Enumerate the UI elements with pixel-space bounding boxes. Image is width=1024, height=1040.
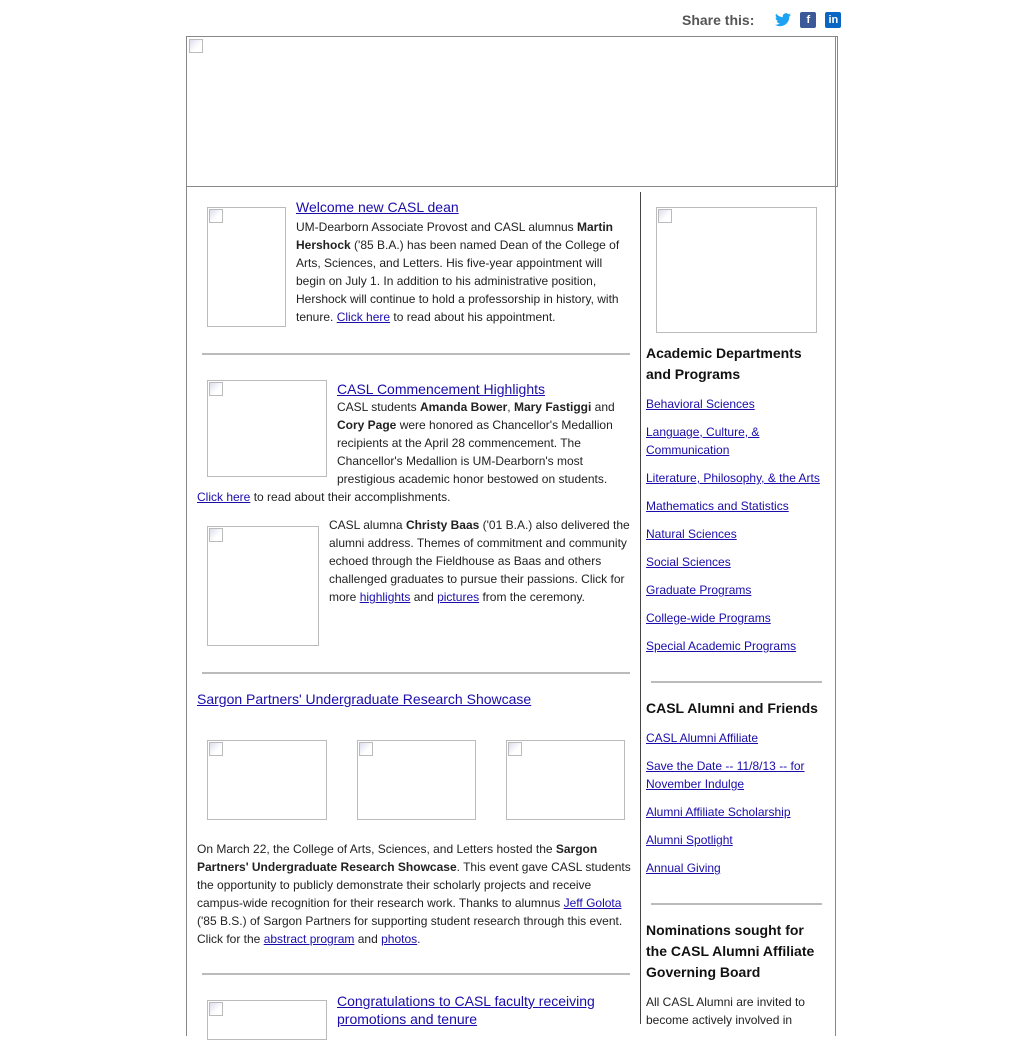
christy-baas-body (329, 516, 637, 606)
sargon-text-2: . This event gave CASL students the opportunity to publicly demonstrate their scholarly projects and receive campus-wide recognition for their research work. Thanks to alumnus (197, 860, 631, 910)
link-save-the-date[interactable]: Save the Date -- 11/8/13 -- for November Indulge (646, 759, 805, 791)
dean-text-2: ('85 B.A.) has been named Dean of the College of Arts, Sciences, and Letters. His five-year appointment will begin on July 1. In addition to his administrative position, Hershock will continue to hold a professorship in history, with tenure. (296, 238, 620, 324)
sargon-event-name: Sargon Partners' Undergraduate Research Showcase (197, 842, 598, 874)
baas-text-2: ('01 B.A.) also delivered the alumni address. Themes of commitment and community echoed through the Fieldhouse as Baas and others challenged graduates to pursue their passions. Click for more (329, 518, 630, 604)
pictures-link[interactable]: pictures (437, 590, 480, 604)
showcase-photo-3 (506, 740, 625, 820)
dean-article-title[interactable]: Welcome new CASL dean (296, 199, 459, 215)
dean-photo (207, 207, 286, 327)
link-casl-alumni-affiliate[interactable]: CASL Alumni Affiliate (646, 731, 759, 745)
link-social-sciences[interactable]: Social Sciences (646, 555, 731, 569)
promotions-photo (207, 1000, 327, 1040)
commencement-text-3: and (591, 400, 615, 414)
commencement-text-2: , (507, 400, 514, 414)
divider-1 (202, 353, 630, 355)
dean-click-here-link[interactable]: Click here (336, 310, 391, 324)
share-label: Share this: (682, 12, 755, 28)
sidebar-divider-1 (651, 681, 822, 683)
twitter-icon[interactable] (775, 12, 791, 28)
link-college-wide-programs[interactable]: College-wide Programs (646, 611, 771, 625)
highlights-link[interactable]: highlights (359, 590, 411, 604)
commencement-text-5: to read about their accomplishments. (250, 490, 451, 504)
christy-baas-photo (207, 526, 319, 646)
promotions-article-title[interactable]: Congratulations to CASL faculty receiving promotions and tenure (337, 993, 595, 1027)
dean-article-body (296, 218, 632, 326)
share-bar (682, 10, 841, 30)
showcase-photo-2 (357, 740, 476, 820)
link-natural-sciences[interactable]: Natural Sciences (646, 527, 737, 541)
link-annual-giving[interactable]: Annual Giving (646, 861, 721, 875)
sidebar-divider-2 (651, 903, 822, 905)
baas-text-3: and (410, 590, 438, 604)
commencement-text-1: CASL students (337, 400, 420, 414)
divider-3 (202, 973, 630, 975)
showcase-photo-1 (207, 740, 327, 820)
nominations-heading: Nominations sought for the CASL Alumni Affiliate Governing Board (646, 922, 815, 980)
link-alumni-affiliate-scholarship[interactable]: Alumni Affiliate Scholarship (646, 805, 791, 819)
alumna-christy-baas: Christy Baas (405, 518, 480, 532)
sidebar-photo (656, 207, 817, 333)
sargon-article-title[interactable]: Sargon Partners' Undergraduate Research Showcase (197, 691, 532, 707)
jeff-golota-link[interactable]: Jeff Golota (563, 896, 622, 910)
divider-2 (202, 672, 630, 674)
dean-text-1: UM-Dearborn Associate Provost and CASL alumnus (296, 220, 578, 234)
dean-text-3: to read about his appointment. (390, 310, 556, 324)
nominations-text: All CASL Alumni are invited to become actively involved in (646, 995, 805, 1027)
link-graduate-programs[interactable]: Graduate Programs (646, 583, 752, 597)
alumni-heading: CASL Alumni and Friends (646, 700, 818, 716)
student-mary-fastiggi: Mary Fastiggi (513, 400, 592, 414)
baas-text-1: CASL alumna (329, 518, 406, 532)
commencement-photo (207, 380, 327, 477)
commencement-body (337, 398, 633, 488)
linkedin-icon[interactable]: in (825, 12, 841, 28)
link-literature-philosophy-arts[interactable]: Literature, Philosophy, & the Arts (646, 471, 820, 485)
facebook-icon[interactable]: f (800, 12, 816, 28)
column-divider (640, 192, 641, 1024)
link-alumni-spotlight[interactable]: Alumni Spotlight (646, 833, 733, 847)
academic-heading: Academic Departments and Programs (646, 345, 802, 382)
commencement-article-title[interactable]: CASL Commencement Highlights (337, 381, 546, 397)
commencement-click-here-link[interactable]: Click here (197, 490, 251, 504)
commencement-click-line (197, 488, 637, 506)
dean-name: Martin Hershock (296, 220, 614, 252)
baas-text-4: from the ceremony. (479, 590, 585, 604)
link-language-culture-communication[interactable]: Language, Culture, & Communication (646, 425, 760, 457)
student-amanda-bower: Amanda Bower (419, 400, 508, 414)
sargon-text-4: and (354, 932, 382, 946)
sargon-body (197, 840, 637, 948)
link-special-academic-programs[interactable]: Special Academic Programs (646, 639, 797, 653)
link-behavioral-sciences[interactable]: Behavioral Sciences (646, 397, 755, 411)
abstract-program-link[interactable]: abstract program (263, 932, 355, 946)
sargon-text-5: . (417, 932, 421, 946)
photos-link[interactable]: photos (381, 932, 418, 946)
commencement-text-4: were honored as Chancellor's Medallion recipients at the April 28 commencement. The Chancellor's Medallion is UM-Dearborn's most prestigious academic honor bestowed on students. (337, 418, 613, 486)
student-cory-page: Cory Page (337, 418, 397, 432)
link-mathematics-statistics[interactable]: Mathematics and Statistics (646, 499, 789, 513)
sargon-text-1: On March 22, the College of Arts, Sciences, and Letters hosted the (197, 842, 556, 856)
sargon-text-3: ('85 B.S.) of Sargon Partners for supporting student research through this event. Click for the (197, 914, 623, 946)
